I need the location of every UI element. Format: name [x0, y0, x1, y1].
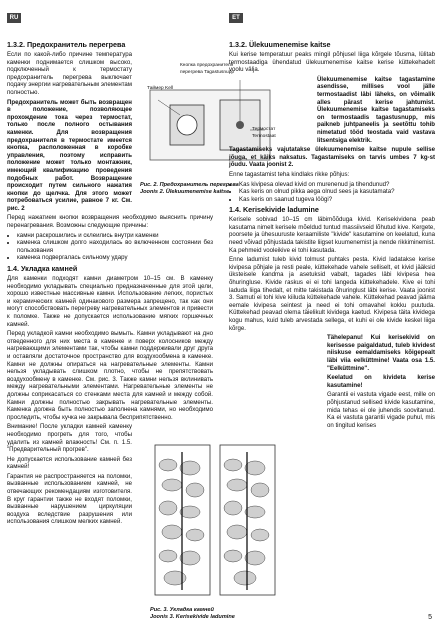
figure-2-label-reset: Кнопка предохранителя перегрева Tagastusnupp [180, 63, 235, 75]
figure-3-stone-loading-diagram [150, 440, 280, 605]
paragraph: Не допускается использование камней без камней! [7, 455, 132, 471]
paragraph: Kui kerise temperatuur peaks mingil põhjusel liiga kõrgele tõusma, lülitab termostaadiga ühendatud ülekuumenemise kaitse kerise küttekehadelt voolu välja. [229, 51, 435, 74]
section-title-overheat-et: 1.3.2. Ülekuumenemise kaitse [229, 40, 331, 49]
list-item: • Kas keris on olnud pikka aega olnud sees ja kasutamata? [239, 188, 435, 196]
paragraph-bold: Tähelepanu! Kui kerisekivid on kerisesse paigaldatud, tuleb kividest niiskuse eemaldamiseks kõigepealt läbi viia eelküttmine! Vaata osa 1.5. "Eelküttmine". [327, 334, 435, 372]
paragraph: Перед нажатием кнопки возвращения необходимо выяснить причину перенагревания. Возможны следующие причины: [7, 214, 213, 230]
paragraph: Enne ladumist tuleb kivid tolmust puhtaks pesta. Kivid ladatakse kerise kivipesa põhjale ja resti peale, küttekehade vahele selliselt, et kivid jääksid üksteisele kandma ja asetuksid vabalt, tagades läbi kivipesa hea õhuringluse. Kivide raskus ei ei tohi langeda küttekehadele. Kive ei tohi laduda liiga tihedalt, et mitte takistada õhuringlust läbi kerise. Vaata joonist 3. Samuti ei tohi kive kiiluda küttekehade vahele. Küttekehad peavad jääma eemale kivipesa seintest ja need ei tohi omavahel kokku puutuda. Küttekehad peavad olema täielikult kividega kaetud. Kivipesa täita kividega kogu mahus, kuid tuleb arvestada sellega, et kuhi ei ole kivide keskel liiga kõrge. [229, 256, 435, 332]
list-item: • каменка слишком долго находилась во включенном состоянии без пользования [17, 239, 213, 254]
right-column-et [229, 40, 435, 431]
figure-3-caption-et: Joonis 3. Kerisekivide ladumine [150, 614, 235, 620]
figure-2-caption-ru: Рис. 2. Предохранитель перегрева [140, 182, 239, 188]
list-item: • каменка подвергалась сильному удару [17, 254, 213, 262]
list-item: • камни раскрошились и склеились внутри каменки [17, 232, 213, 240]
paragraph: Enne tagastamist teha kindlaks rikke põhjus: [229, 170, 350, 178]
paragraph-bold: Keelatud on kivideta kerise kasutamine! [327, 374, 435, 389]
list-item: • Kas kivipesa olevad kivid on murenenud ja tihendunud? [239, 181, 435, 189]
section-title-stones-ru: 1.4. Укладка камней [7, 264, 78, 274]
paragraph: Перед укладкой камни необходимо вымыть. Камни укладывают на дно отведенного для них места в каменке и поверх колосников между нагревающими элементами так, чтобы камни поддерживали друг друга и оставляли достаточное пространство для воздухообмена в каменке. Камни не должны опираться на нагревательные элементы. Камни нельзя укладывать слишком плотно, чтобы не препятствовать воздухообмену в каменке. См. рис. 3. Также камни нельзя вклинивать между нагревательными элементами. Нагревательные элементы не должны соприкасаться со стенками места для камней и между собой. Камни должны полностью закрывать нагревательные элементы. Каменка должна быть полностью заполнена камнями, но необходимо проследить, чтобы кучка не закрывала бесприпятственно. [7, 330, 213, 421]
paragraph-bold: Предохранитель может быть возвращен в положение, позволяющее прохождение тока через термостат, только после полного остывания каменки. Для возвращения предохранителя в термостате имеется кнопка, расположенная в коробке управления, поэтому исправить положение может только монтажник, имеющий квалификацию проведения подобных работ. Возвращение происходит путем сильного нажатия кнопки до щелчка. Для этого может потребоваться усилие, равное 7 кг. См. рис. 2 [7, 98, 132, 212]
page-number: 5 [428, 614, 432, 621]
paragraph: Kerisele sobivad 10–15 cm läbimõõduga kivid. Kerisekividena peab kasutama nimelt kerisele mõeldud tuntud massiivseid lõhutud kive. Kergete, poorsete ja ühesuuruste keraamiliste "kivide" kasutamine on keelatud, kuna need võivad põhjustada takistite liigset kuumenemist ja nende rikkiminemist. Ka pehmeid vooleikive ei tohi kasutada. [229, 216, 435, 254]
figure-2-caption-et: Joonis 2. Ülekuumenemise kaitse [140, 189, 230, 195]
paragraph: Garantii ei vastuta vigade eest, mille on põhjustanud sellised kivide kasutamine, mida tehas ei ole juhendis soovitanud. Ka ei vastuta garantii vigade puhul, mis on tingitud kerises [327, 391, 435, 429]
figure-3-caption-ru: Рис. 3. Укладка камней [150, 607, 214, 613]
paragraph: Внимание! После укладки камней каменку необходимо прогреть для того, чтобы удалить из камней влажность! См. п. 1.5. "Предварительный прогрев". [7, 423, 132, 454]
figure-2-label-thermostat: Термостат Termostaat [252, 127, 276, 139]
lang-tag-ru: RU [7, 13, 21, 23]
figure-2-label-timer: Таймер Kell [147, 86, 174, 91]
paragraph-bold: Tagastamiseks vajutatakse ülekuumenemise kaitse nupule sellise jõuga, et käiks naksatus. Tagastamiseks on tarvis umbes 7 kg-st jõudu. Vaata joonist 2. [229, 146, 435, 169]
paragraph-bold: Ülekuumenemise kaitse tagastamine asendisse, millises vool jälle termostaadist läbi läheks, on võimalik alles pärast kerise jahtumist. Ülekuumenemise kaitse tagastamiseks on termostaadis tagastusnupp, mis paikneb juhtpaneelis ja seetõttu tohib nimetatud tööd teostada vaid vastava litsentsiga elektrik. [317, 75, 435, 144]
section-title-overheat-ru: 1.3.2. Предохранитель перегрева [7, 40, 126, 49]
cause-list-ru [17, 232, 213, 262]
cause-list-et [239, 181, 435, 204]
lang-tag-et: ET [229, 13, 243, 23]
paragraph: Для каменки подходят камни диаметром 10–15 см. В каменку необходимо укладывать специально предназначенные для этой цели, хорошо известные массивные камни. Использование легких, пористых и керамических камней одинакового размера запрещено, так как они могут способствовать перегреву нагревательных элементов и привести к поломке. Также не допускается использование мягких горшечных камней. [7, 275, 213, 328]
paragraph: Если по какой-либо причине температура каменки поднимается слишком высоко, подключенный к термостату предохранитель перегрева выключает подачу энергии нагревательным элементам полностью. [7, 51, 132, 96]
paragraph: Гарантия не распространяется на поломки, вызванные использованием камней, не отвечающих рекомендациям изготовителя. В круг гарантии также не входят поломки, вызванные нарушением циркуляции воздуха вследствие разрушения или использования слишком мелких камней. [7, 472, 132, 526]
list-item: • Kas keris on saanud tugeva löögi? [239, 196, 435, 204]
section-title-stones-et: 1.4. Kerisekivide ladumine [229, 205, 319, 215]
